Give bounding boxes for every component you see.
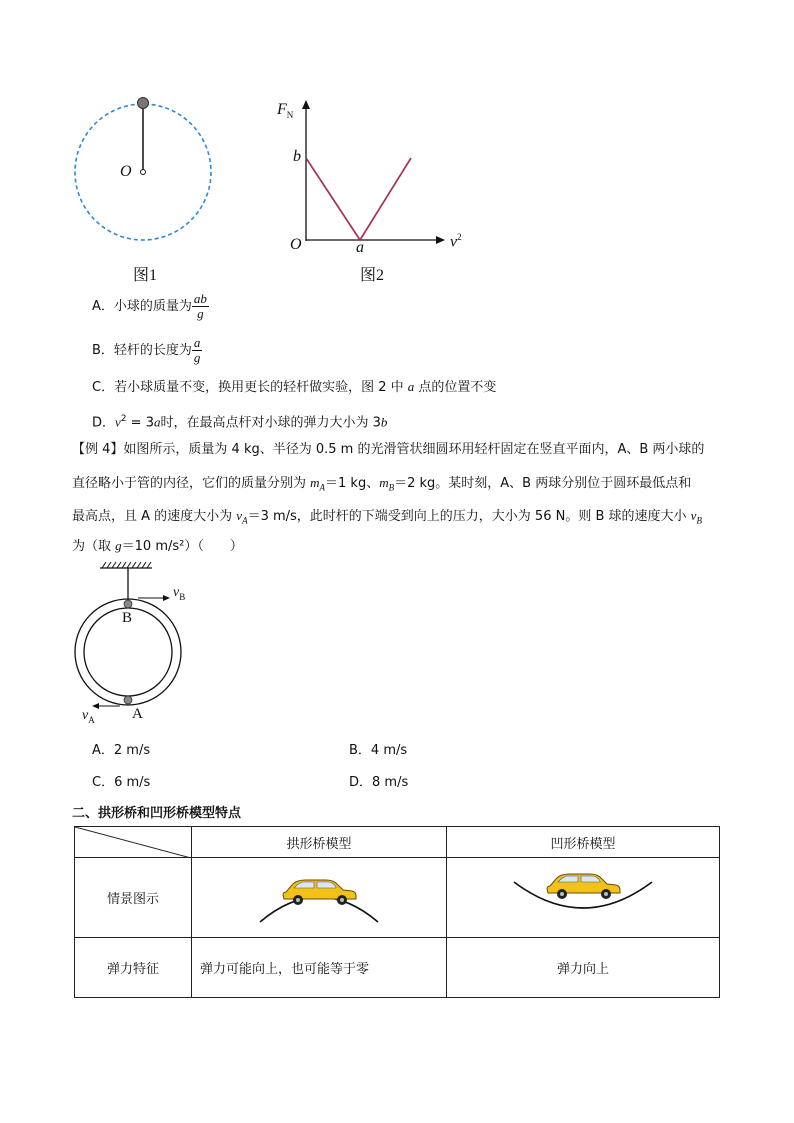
option-d-text-3: 时，在最高点杆对小球的弹力大小为 3 [160,415,381,431]
label-va-sub: A [88,714,95,725]
label-vb-symbol: v [173,585,180,600]
caption-fig1: 图1 [133,267,158,284]
table-corner-cell [75,827,192,858]
label-o-fig1: O [120,163,132,180]
row-scene-label: 情景图示 [75,858,192,938]
car-icon [547,874,620,899]
option-d-sup: 2 [120,414,127,424]
choice-a: A．2 m/s [92,743,151,758]
header-concave-bridge: 凹形桥模型 [447,827,720,858]
ball-a [124,696,132,704]
mass-a-sub: A [319,482,326,493]
label-vb [173,585,185,602]
pivot-o [141,170,146,175]
mass-a-symbol: m [310,475,320,490]
y-axis-arrow [302,100,310,109]
velocity-b-sub: B [696,515,702,526]
line3-text-b: ＝3 m/s，此时杆的下端受到向上的压力，大小为 56 N。则 B 球的速度大小 [247,509,691,524]
frac-denominator: g [197,306,204,321]
label-a: a [356,239,364,256]
fraction-a-over-g [192,336,203,365]
figure-2-graph [285,98,458,253]
label-b: b [293,148,301,165]
option-c-text-2: 点的位置不变 [414,380,497,395]
section2-heading: 二、拱形桥和凹形桥模型特点 [72,806,242,821]
y-axis-label [277,101,293,120]
option-c [92,378,496,397]
ceiling-hatch [102,562,151,568]
choice-c: C．6 m/s [92,775,151,790]
caption-fig2: 图2 [360,267,385,284]
velocity-b-symbol: v [690,508,697,523]
option-d-var-a: a [153,414,161,430]
bridge-model-table [74,826,720,998]
option-d-var-b: b [380,414,388,430]
ball-b [124,600,132,608]
line4-text-b: ＝10 m/s²）（ ） [121,539,243,554]
line3-text-a: 最高点，且 A 的速度大小为 [72,509,237,524]
figure-ring-tube [62,560,212,730]
concave-bridge-car-illustration [508,864,658,928]
option-c-var-a: a [407,379,415,394]
option-c-text-1: C．若小球质量不变，换用更长的轻杆做实验，图 2 中 [92,380,408,395]
frac-numerator: a [193,335,201,350]
option-d-text-2: = 3 [126,415,154,431]
x-axis-label [450,232,462,251]
example4-line2 [72,474,691,497]
cell-arch-bridge-figure [192,858,447,938]
option-a-text: A．小球的质量为 [92,299,192,314]
cell-concave-force: 弹力向上 [447,938,720,998]
x-axis-superscript: 2 [457,232,462,242]
option-d [92,410,387,432]
arch-bridge-car-illustration [254,864,384,928]
graph-line [306,158,411,240]
option-b-text: B．轻杆的长度为 [92,343,192,358]
header-arch-bridge: 拱形桥模型 [192,827,447,858]
arrow-vb-head [163,595,170,601]
label-origin: O [290,236,302,253]
velocity-a-symbol: v [236,508,243,523]
option-d-text-1: D． [92,415,116,431]
cell-concave-bridge-figure [447,858,720,938]
fraction-ab-over-g [192,292,209,321]
option-b [92,336,202,365]
frac-denominator: g [193,350,201,365]
frac-numerator: ab [193,291,207,306]
line2-text-c: ＝2 kg。某时刻，A、B 两球分别位于圆环最低点和 [394,476,692,491]
example4-line1: 【例 4】如图所示，质量为 4 kg、半径为 0.5 m 的光滑管状细圆环用轻杆固定在竖直平面内，A、B 两小球的 [72,442,705,457]
x-axis-symbol: v [450,233,458,251]
label-vb-sub: B [179,591,186,602]
gravity-symbol: g [115,538,122,553]
line2-text-b: ＝1 kg、 [325,476,380,491]
choice-d: D．8 m/s [349,775,409,790]
mass-b-symbol: m [379,475,389,490]
y-axis-subscript: N [286,110,294,121]
y-axis-symbol: F [277,101,287,118]
ball-top [138,98,149,109]
option-a [92,292,209,321]
example4-line4 [72,537,243,556]
arch-curve [260,897,378,922]
car-icon [283,880,356,905]
figure-1-circular-motion [60,90,230,250]
label-va [82,708,95,725]
label-b-ring: B [122,610,133,626]
cell-arch-force: 弹力可能向上，也可能等于零 [192,938,447,998]
choice-b: B．4 m/s [349,743,408,758]
velocity-a-sub: A [242,515,248,526]
mass-b-sub: B [388,482,395,493]
label-va-symbol: v [82,708,89,723]
line2-text-a: 直径略小于管的内径，它们的质量分别为 [72,476,311,491]
diagonal-line [75,827,191,858]
label-a-ring: A [132,706,143,722]
line4-text-a: 为（取 [72,539,116,554]
x-axis-arrow [436,236,445,244]
example4-line3 [72,507,702,530]
row-force-label: 弹力特征 [75,938,192,998]
option-d-var-v: v [115,414,121,430]
